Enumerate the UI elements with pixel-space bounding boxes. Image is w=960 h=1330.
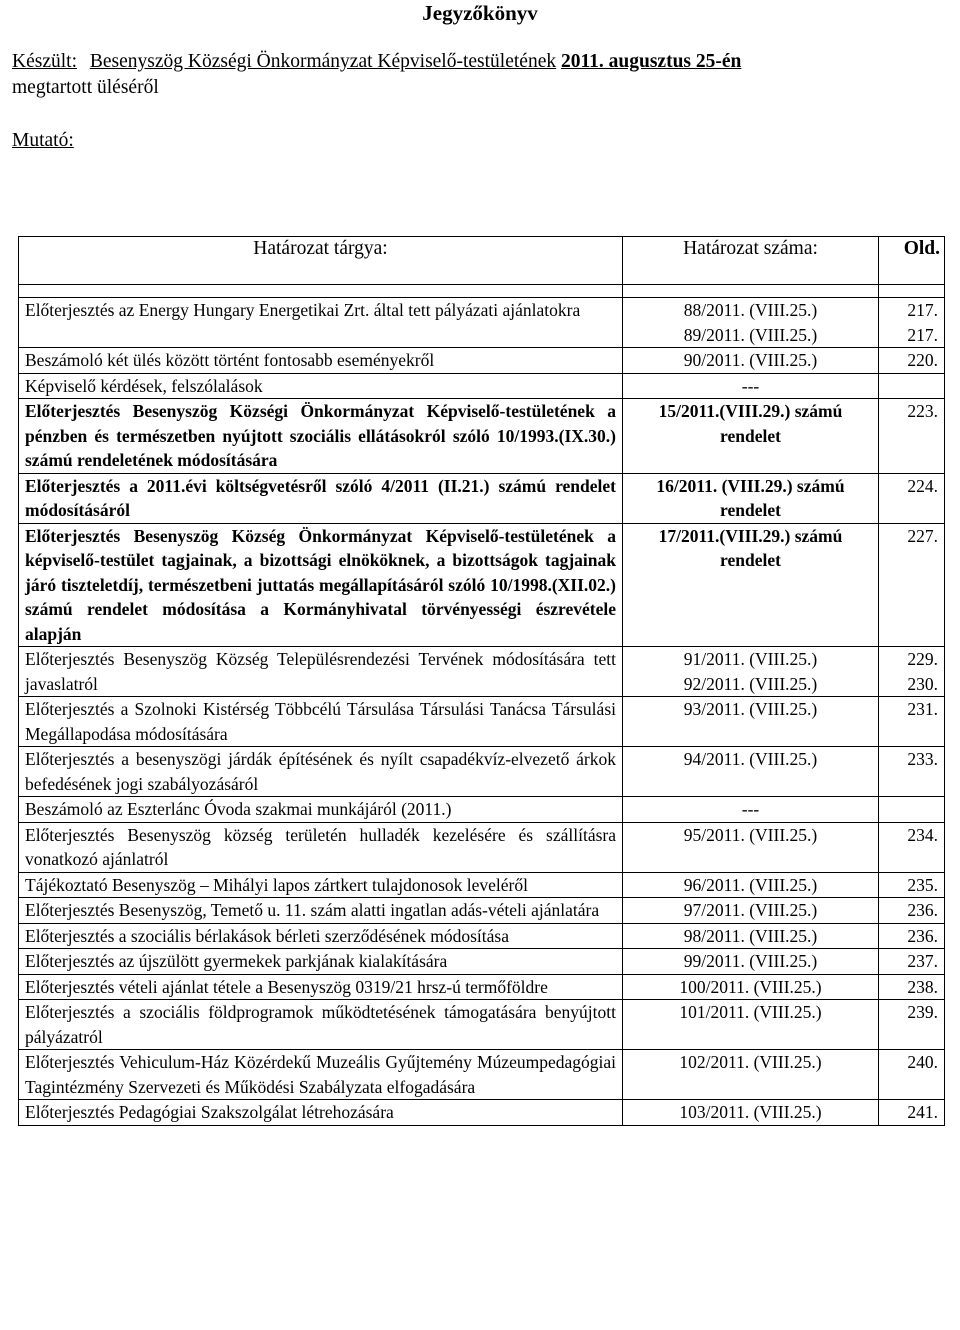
page-number: 217. 217.	[879, 298, 945, 348]
table-row	[19, 747, 945, 797]
page-number	[879, 797, 945, 823]
page-number: 223.	[879, 399, 945, 474]
resolution-number: 99/2011. (VIII.25.)	[623, 949, 879, 975]
table-row	[19, 298, 945, 348]
resolution-subject: Előterjesztés a besenyszögi járdák építésének és nyílt csapadékvíz-elvezető árkok befedésének jogi szabályozásáról	[19, 747, 623, 797]
header-number: Határozat száma:	[623, 237, 879, 285]
resolution-number: 100/2011. (VIII.25.)	[623, 974, 879, 1000]
resolution-number: 93/2011. (VIII.25.)	[623, 697, 879, 747]
table-row	[19, 949, 945, 975]
index-title: Mutató:	[12, 130, 74, 151]
resolution-subject: Előterjesztés az Energy Hungary Energetikai Zrt. által tett pályázati ajánlatokra	[19, 298, 623, 348]
resolution-subject: Előterjesztés Pedagógiai Szakszolgálat létrehozására	[19, 1100, 623, 1126]
table-row	[19, 797, 945, 823]
page-number: 231.	[879, 697, 945, 747]
made-date: 2011. augusztus 25-én	[560, 51, 742, 72]
page-number: 220.	[879, 348, 945, 374]
table-row	[19, 974, 945, 1000]
table-row	[19, 697, 945, 747]
resolution-number: 103/2011. (VIII.25.)	[623, 1100, 879, 1126]
resolution-number: 97/2011. (VIII.25.)	[623, 898, 879, 924]
table-row	[19, 923, 945, 949]
resolution-subject: Előterjesztés a szociális földprogramok működtetésének támogatására benyújtott pályázatról	[19, 1000, 623, 1050]
page-number: 224.	[879, 473, 945, 523]
made-label: Készült:	[12, 51, 77, 72]
resolution-subject: Előterjesztés Besenyszög, Temető u. 11. szám alatti ingatlan adás-vételi ajánlatára	[19, 898, 623, 924]
resolution-subject: Előterjesztés az újszülött gyermekek parkjának kialakítására	[19, 949, 623, 975]
resolution-subject: Beszámoló két ülés között történt fontosabb eseményekről	[19, 348, 623, 374]
table-row	[19, 872, 945, 898]
page-number: 233.	[879, 747, 945, 797]
resolution-number: 15/2011.(VIII.29.) számú rendelet	[623, 399, 879, 474]
resolution-subject: Előterjesztés a szociális bérlakások bérleti szerződésének módosítása	[19, 923, 623, 949]
resolution-number: 101/2011. (VIII.25.)	[623, 1000, 879, 1050]
resolution-subject: Beszámoló az Eszterlánc Óvoda szakmai munkájáról (2011.)	[19, 797, 623, 823]
resolution-subject: Előterjesztés vételi ajánlat tétele a Besenyszög 0319/21 hrsz-ú termőföldre	[19, 974, 623, 1000]
page-number: 227.	[879, 523, 945, 647]
page-number: 236.	[879, 898, 945, 924]
resolution-number: 102/2011. (VIII.25.)	[623, 1050, 879, 1100]
table-row	[19, 348, 945, 374]
table-row	[19, 647, 945, 697]
made-line	[12, 49, 922, 75]
resolution-subject: Előterjesztés a Szolnoki Kistérség Többcélú Társulása Társulási Tanácsa Társulási Megállapodása módosítására	[19, 697, 623, 747]
resolution-number: 88/2011. (VIII.25.) 89/2011. (VIII.25.)	[623, 298, 879, 348]
resolution-subject: Tájékoztató Besenyszög – Mihályi lapos zártkert tulajdonosok leveléről	[19, 872, 623, 898]
page-number	[879, 373, 945, 399]
table-row	[19, 473, 945, 523]
made-text-continued: megtartott üléséről	[12, 77, 159, 98]
table-row	[19, 1000, 945, 1050]
resolution-index-table	[18, 236, 945, 1126]
table-row	[19, 1100, 945, 1126]
page-number: 239.	[879, 1000, 945, 1050]
resolution-number: ---	[623, 797, 879, 823]
resolution-number: 94/2011. (VIII.25.)	[623, 747, 879, 797]
header-subject: Határozat tárgya:	[19, 237, 623, 285]
table-header-row	[19, 237, 945, 285]
made-text: Besenyszög Községi Önkormányzat Képviselő-testületének	[89, 51, 557, 72]
table-row	[19, 523, 945, 647]
resolution-number: 90/2011. (VIII.25.)	[623, 348, 879, 374]
page-number: 241.	[879, 1100, 945, 1126]
resolution-subject: Előterjesztés Vehiculum-Ház Közérdekű Muzeális Gyűjtemény Múzeumpedagógiai Tagintézmény Szervezeti és Működési Szabályzata elfogadására	[19, 1050, 623, 1100]
table-gap-row	[19, 285, 945, 298]
resolution-subject: Előterjesztés a 2011.évi költségvetésről szóló 4/2011 (II.21.) számú rendelet módosításáról	[19, 473, 623, 523]
page-number: 234.	[879, 822, 945, 872]
table-row	[19, 822, 945, 872]
page-number: 238.	[879, 974, 945, 1000]
page-number: 237.	[879, 949, 945, 975]
page-number: 236.	[879, 923, 945, 949]
table-row	[19, 399, 945, 474]
resolution-number: 91/2011. (VIII.25.) 92/2011. (VIII.25.)	[623, 647, 879, 697]
table-row	[19, 898, 945, 924]
header-page: Old.	[879, 237, 945, 285]
resolution-number: 16/2011. (VIII.29.) számú rendelet	[623, 473, 879, 523]
resolution-subject: Előterjesztés Besenyszög Község Önkormányzat Képviselő-testületének a képviselő-testület tagjainak, a bizottsági elnököknek, a bizottságok tagjainak járó tiszteletdíj, természetbeni juttatás megállapításáról szóló 10/1998.(XII.02.) számú rendelet módosítása a Kormányhivatal törvényességi észrevétele alapján	[19, 523, 623, 647]
page-number: 229. 230.	[879, 647, 945, 697]
page-number: 235.	[879, 872, 945, 898]
resolution-subject: Előterjesztés Besenyszög község területén hulladék kezelésére és szállításra vonatkozó ajánlatról	[19, 822, 623, 872]
document-title: Jegyzőkönyv	[422, 1, 538, 25]
resolution-subject: Előterjesztés Besenyszög Község Településrendezési Tervének módosítására tett javaslatról	[19, 647, 623, 697]
resolution-subject: Képviselő kérdések, felszólalások	[19, 373, 623, 399]
resolution-subject: Előterjesztés Besenyszög Községi Önkormányzat Képviselő-testületének a pénzben és természetben nyújtott szociális ellátásokról szóló 10/1993.(IX.30.) számú rendeletének módosítására	[19, 399, 623, 474]
resolution-number: 96/2011. (VIII.25.)	[623, 872, 879, 898]
resolution-number: 95/2011. (VIII.25.)	[623, 822, 879, 872]
resolution-number: 17/2011.(VIII.29.) számú rendelet	[623, 523, 879, 647]
page-number: 240.	[879, 1050, 945, 1100]
table-row	[19, 1050, 945, 1100]
resolution-number: 98/2011. (VIII.25.)	[623, 923, 879, 949]
resolution-number: ---	[623, 373, 879, 399]
table-row	[19, 373, 945, 399]
